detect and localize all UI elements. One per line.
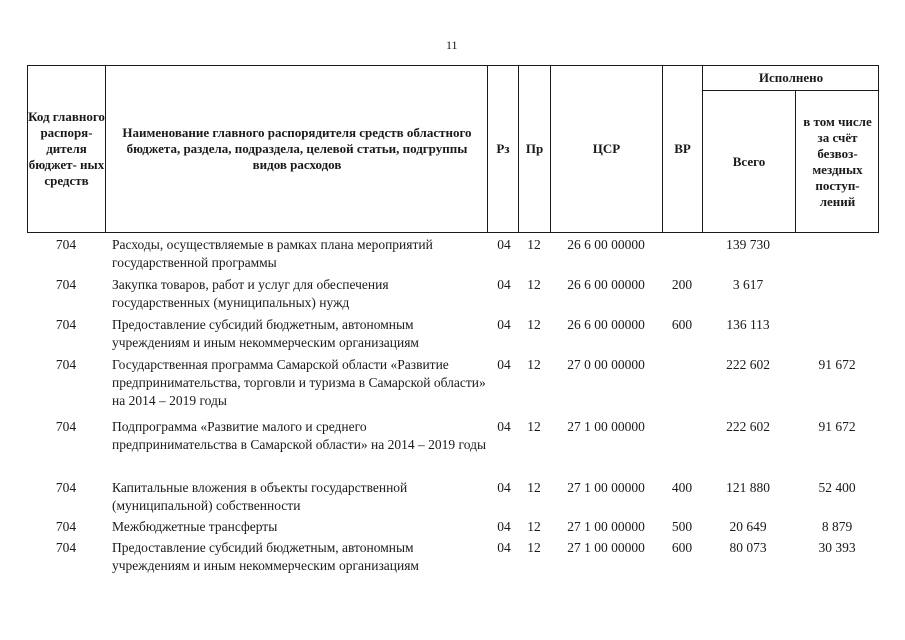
row-name: Капитальные вложения в объекты государственной (муниципальной) собственности bbox=[112, 480, 408, 513]
row-free: 91 672 bbox=[818, 419, 856, 434]
row-pr: 12 bbox=[527, 540, 541, 555]
row-csr: 26 6 00 00000 bbox=[567, 317, 645, 332]
header-csr: ЦСР bbox=[592, 141, 621, 156]
row-vr: 200 bbox=[671, 277, 693, 292]
row-name: Предоставление субсидий бюджетным, автономным учреждениям и иным некоммерческим организациям bbox=[112, 540, 419, 573]
row-pr: 12 bbox=[527, 317, 541, 332]
row-csr: 27 0 00 00000 bbox=[567, 357, 645, 372]
row-pr: 12 bbox=[527, 480, 541, 495]
page-number: 11 bbox=[446, 38, 458, 52]
row-total: 3 617 bbox=[732, 277, 764, 292]
header-code: Код главного распоря- дителя бюджет- ных средств bbox=[28, 109, 105, 188]
row-pr: 12 bbox=[527, 519, 541, 534]
row-csr: 27 1 00 00000 bbox=[567, 540, 645, 555]
row-vr: 600 bbox=[671, 540, 693, 555]
row-code: 704 bbox=[55, 419, 77, 434]
row-free: 91 672 bbox=[818, 357, 856, 372]
row-vr: 500 bbox=[671, 519, 693, 534]
row-code: 704 bbox=[55, 317, 77, 332]
row-rz: 04 bbox=[497, 519, 511, 534]
row-name: Межбюджетные трансферты bbox=[112, 519, 278, 534]
row-csr: 26 6 00 00000 bbox=[567, 277, 645, 292]
row-name: Подпрограмма «Развитие малого и среднего предпринимательства в Самарской области» на 2014 – 2019 годы bbox=[112, 419, 487, 452]
header-divider bbox=[105, 65, 106, 233]
row-code: 704 bbox=[55, 540, 77, 555]
row-csr: 27 1 00 00000 bbox=[567, 419, 645, 434]
row-csr: 27 1 00 00000 bbox=[567, 480, 645, 495]
row-name: Расходы, осуществляемые в рамках плана мероприятий государственной программы bbox=[112, 237, 433, 270]
header-vr: ВР bbox=[674, 141, 691, 156]
row-name: Предоставление субсидий бюджетным, автономным учреждениям и иным некоммерческим организациям bbox=[112, 317, 419, 350]
row-free: 8 879 bbox=[821, 519, 853, 534]
header-including: в том числе за счёт безвоз- мездных поступ- лений bbox=[803, 113, 872, 209]
row-total: 222 602 bbox=[726, 419, 770, 434]
row-total: 139 730 bbox=[726, 237, 770, 252]
row-rz: 04 bbox=[497, 540, 511, 555]
row-free: 30 393 bbox=[818, 540, 856, 555]
row-code: 704 bbox=[55, 357, 77, 372]
row-total: 121 880 bbox=[726, 480, 770, 495]
header-total: Всего bbox=[732, 153, 766, 169]
row-code: 704 bbox=[55, 277, 77, 292]
row-name: Закупка товаров, работ и услуг для обеспечения государственных (муниципальных) нужд bbox=[112, 277, 389, 310]
row-rz: 04 bbox=[497, 419, 511, 434]
row-total: 222 602 bbox=[726, 357, 770, 372]
row-code: 704 bbox=[55, 519, 77, 534]
row-name: Государственная программа Самарской области «Развитие предпринимательства, торговли и туризма в Самарской области» на 2014 – 2019 годы bbox=[112, 357, 486, 408]
row-total: 136 113 bbox=[726, 317, 770, 332]
row-free: 52 400 bbox=[818, 480, 856, 495]
row-csr: 26 6 00 00000 bbox=[567, 237, 645, 252]
row-vr: 600 bbox=[671, 317, 693, 332]
row-rz: 04 bbox=[497, 357, 511, 372]
row-rz: 04 bbox=[497, 480, 511, 495]
row-pr: 12 bbox=[527, 277, 541, 292]
header-rz: Рз bbox=[496, 141, 510, 156]
row-rz: 04 bbox=[497, 277, 511, 292]
row-rz: 04 bbox=[497, 317, 511, 332]
row-pr: 12 bbox=[527, 237, 541, 252]
row-rz: 04 bbox=[497, 237, 511, 252]
header-name: Наименование главного распорядителя средств областного бюджета, раздела, подраздела, целевой статьи, подгруппы видов расходов bbox=[122, 125, 472, 172]
row-total: 80 073 bbox=[729, 540, 767, 555]
row-csr: 27 1 00 00000 bbox=[567, 519, 645, 534]
row-code: 704 bbox=[55, 237, 77, 252]
header-pr: Пр bbox=[525, 141, 544, 156]
row-vr: 400 bbox=[671, 480, 693, 495]
row-pr: 12 bbox=[527, 357, 541, 372]
row-total: 20 649 bbox=[729, 519, 767, 534]
row-code: 704 bbox=[55, 480, 77, 495]
header-executed: Исполнено bbox=[758, 70, 824, 85]
row-pr: 12 bbox=[527, 419, 541, 434]
